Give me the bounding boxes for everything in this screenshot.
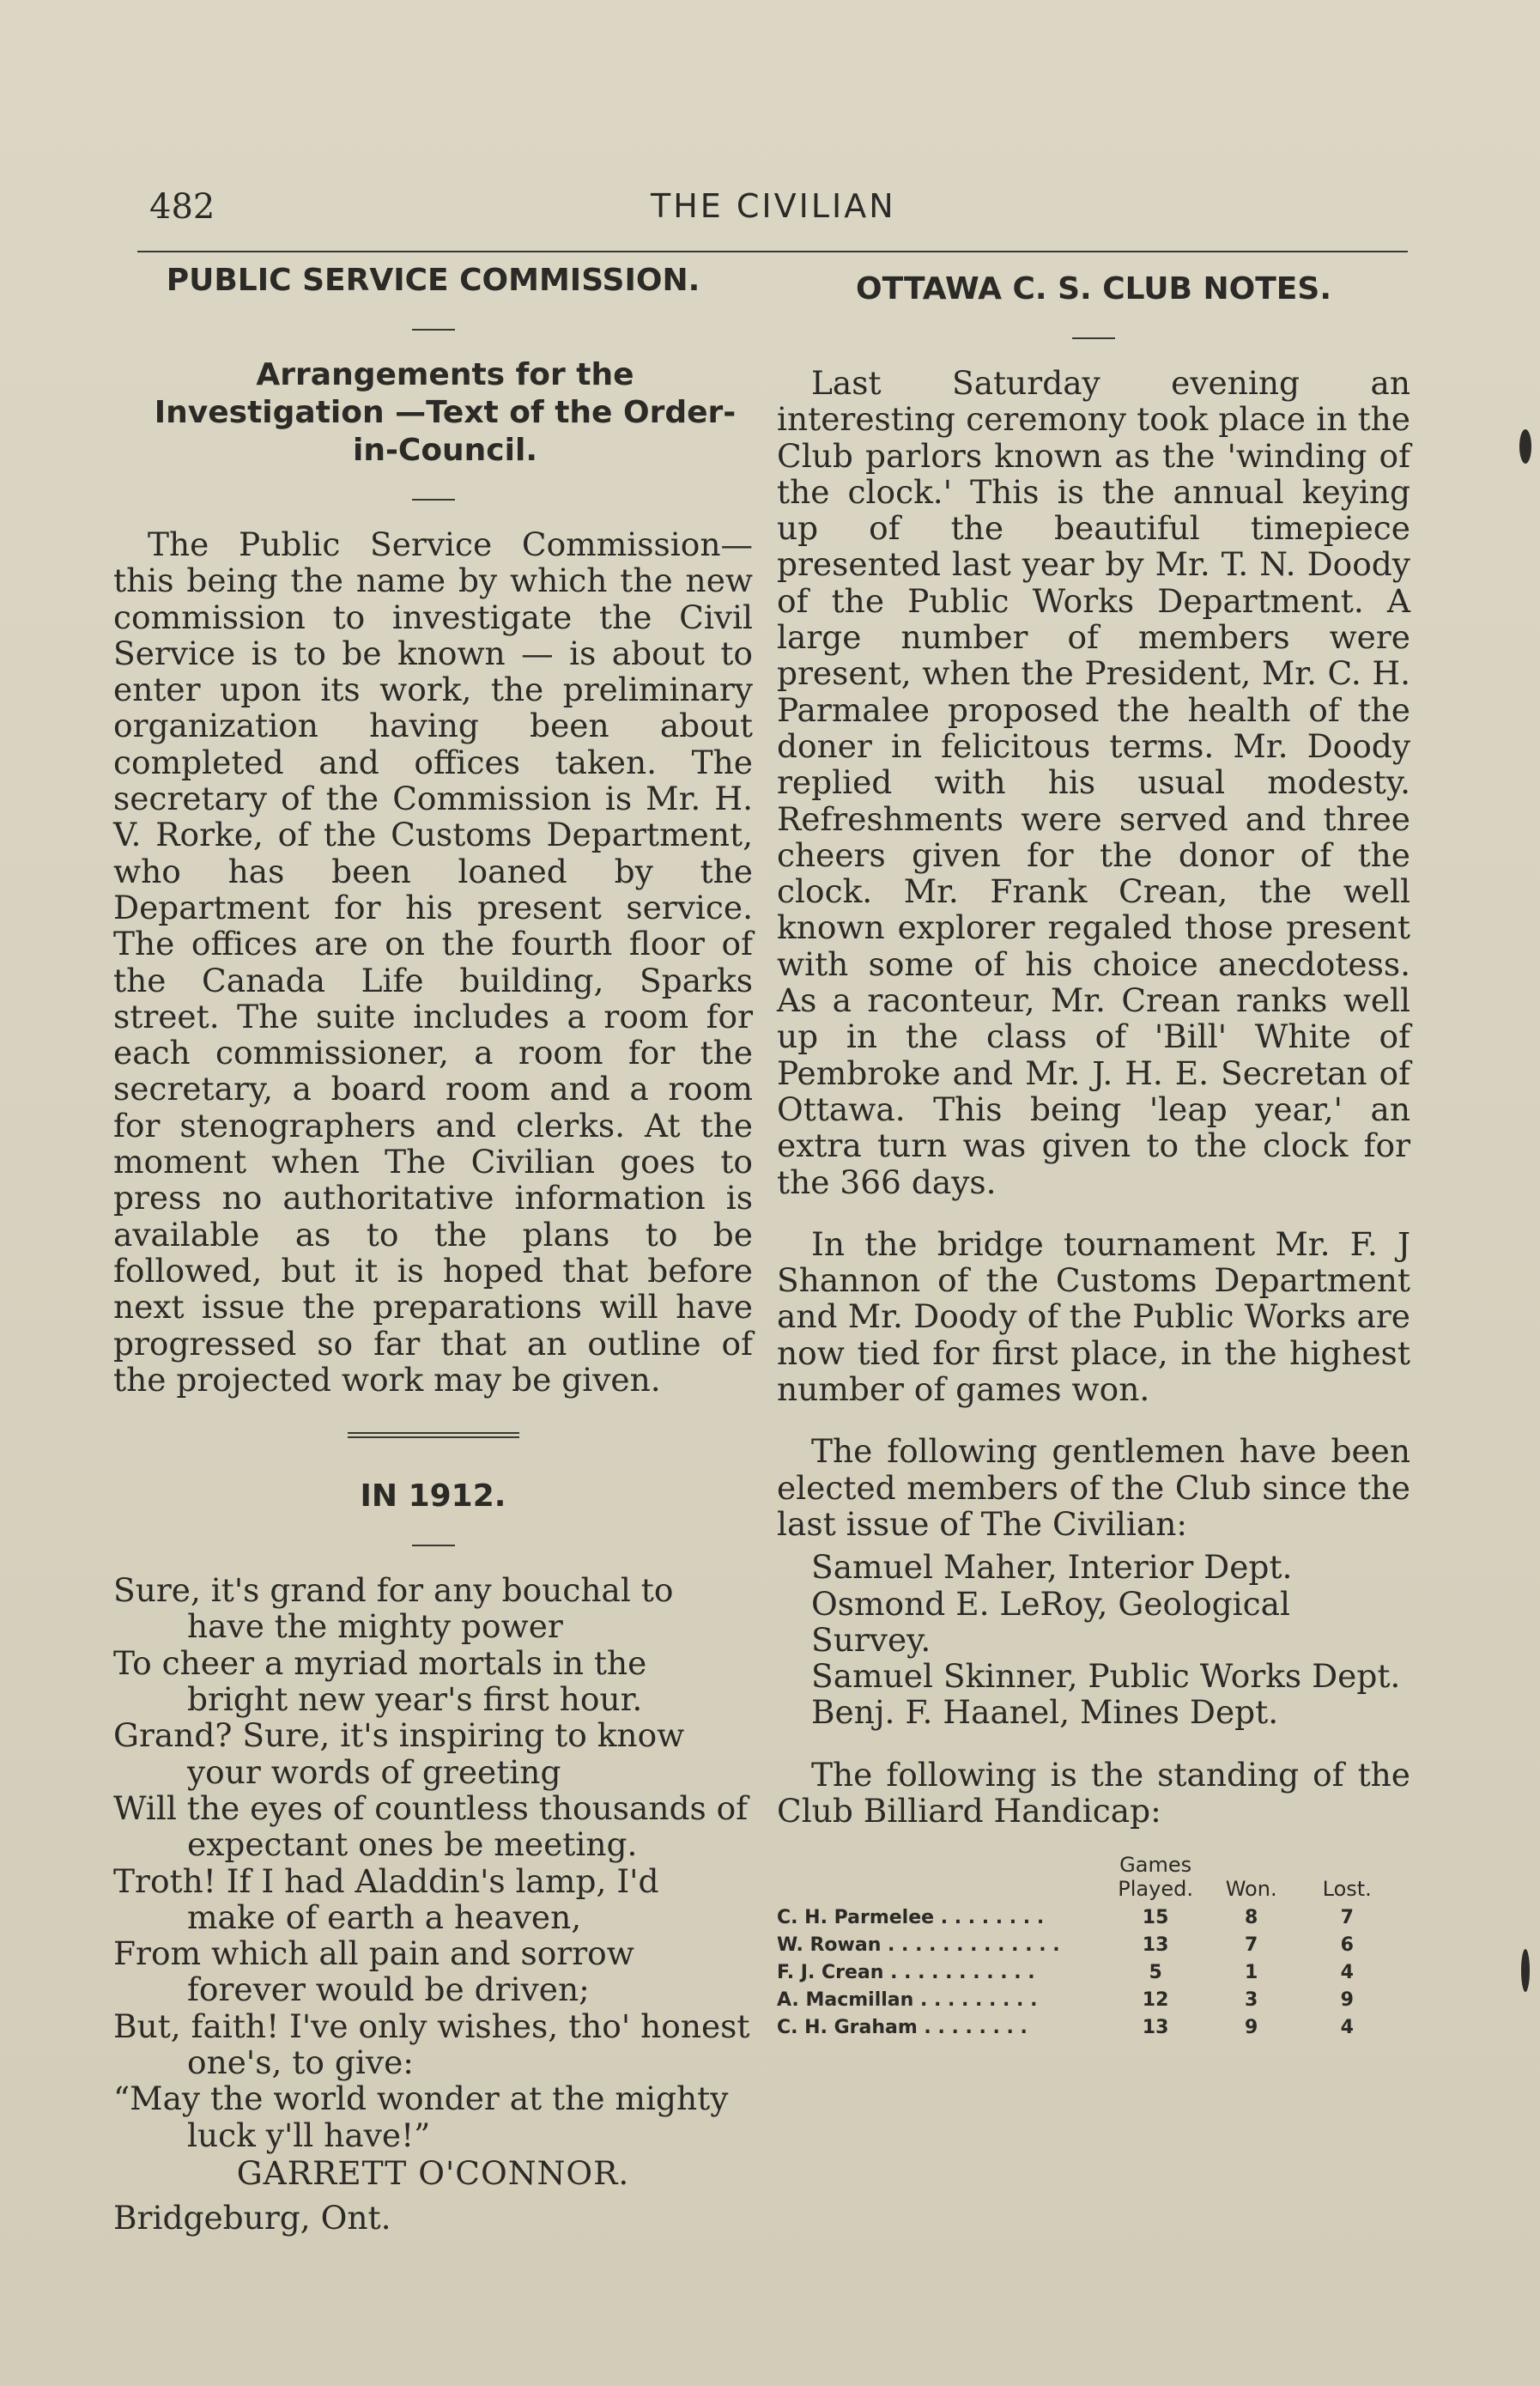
- table-row: [777, 1904, 1395, 1932]
- article-heading-commission: PUBLIC SERVICE COMMISSION.: [166, 263, 700, 298]
- poem-title: IN 1912.: [360, 1478, 506, 1515]
- article-subheading: Arrangements for the Investigation —Text of the Order-in-Council.: [154, 357, 737, 468]
- player-name: W. Rowan . . . . . . . . . . . . .: [777, 1934, 1060, 1957]
- table-header-name: [777, 1853, 1107, 1904]
- table-header-lost: Lost.: [1322, 1877, 1372, 1902]
- poem-line: From which all pain and sorrow forever would be driven;: [113, 1934, 634, 2009]
- games-won: 7: [1245, 1934, 1258, 1957]
- paper-edge-mark: [1519, 429, 1531, 464]
- member-item: Osmond E. LeRoy, Geological Survey.: [811, 1584, 1291, 1659]
- games-played: 15: [1142, 1907, 1169, 1929]
- games-lost: 7: [1340, 1907, 1354, 1929]
- games-won: 3: [1245, 1989, 1258, 2012]
- club-paragraph-clock: Last Saturday evening an interesting ceremony took place in the Club parlors known as the 'winding of the clock.' This is the annual keying up of the beautiful timepiece presented last year by Mr. T. N. Doody of the Public Works Department. A large number of members were present, when the President, Mr. C. H. Parmalee proposed the health of the doner in felicitous terms. Mr. Doody replied with his usual modesty. Refreshments were served and three cheers given for the donor of the clock. Mr. Frank Crean, the well known explorer regaled those present with some of his choice anecdotess. As a raconteur, Mr. Crean ranks well up in the class of 'Bill' White of Pembroke and Mr. J. H. E. Secretan of Ottawa. This being 'leap year,' an extra turn was given to the clock for the 366 days.: [777, 364, 1410, 1201]
- dash-divider: [412, 499, 455, 501]
- poem: [113, 1572, 753, 2153]
- header-rule: [137, 251, 1408, 252]
- games-won: 9: [1245, 2017, 1258, 2039]
- games-lost: 6: [1340, 1934, 1354, 1957]
- billiard-standings-table: [777, 1853, 1395, 2042]
- article-heading-club-notes: OTTAWA C. S. CLUB NOTES.: [855, 271, 1331, 307]
- games-lost: 9: [1340, 1989, 1354, 2012]
- new-members-list: [777, 1549, 1410, 1730]
- member-item: Samuel Maher, Interior Dept.: [811, 1548, 1293, 1587]
- table-header-won: Won.: [1225, 1877, 1277, 1902]
- player-name: C. H. Graham . . . . . . . .: [777, 2017, 1028, 2039]
- poem-place: Bridgeburg, Ont.: [113, 2199, 391, 2237]
- games-played: 13: [1142, 2017, 1169, 2039]
- player-name: C. H. Parmelee . . . . . . . .: [777, 1907, 1045, 1929]
- games-lost: 4: [1340, 1962, 1354, 1984]
- games-won: 1: [1245, 1962, 1258, 1984]
- poem-line: “May the world wonder at the mighty luck y'll have!”: [113, 2079, 729, 2154]
- double-rule-divider: [348, 1432, 519, 1438]
- poem-line: Will the eyes of countless thousands of expectant ones be meeting.: [113, 1788, 749, 1864]
- club-paragraph-billiards: The following is the standing of the Club Billiard Handicap:: [777, 1755, 1410, 1830]
- table-header-row: [777, 1853, 1395, 1904]
- left-column: [113, 262, 753, 2236]
- club-paragraph-bridge: In the bridge tournament Mr. F. J Shannon of the Customs Department and Mr. Doody of the Public Works are now tied for first place, in the highest number of games won.: [777, 1224, 1410, 1409]
- games-lost: 4: [1340, 2017, 1354, 2039]
- poem-line: Troth! If I had Aladdin's lamp, I'd make of earth a heaven,: [113, 1861, 659, 1936]
- dash-divider: [1072, 337, 1115, 339]
- player-name: F. J. Crean . . . . . . . . . . .: [777, 1962, 1035, 1984]
- club-paragraph-members: The following gentlemen have been elected members of the Club since the last issue of The Civilian:: [777, 1432, 1410, 1543]
- games-won: 8: [1245, 1907, 1258, 1929]
- running-title: THE CIVILIAN: [651, 187, 896, 225]
- member-item: Samuel Skinner, Public Works Dept.: [811, 1657, 1401, 1696]
- table-header-played: Games Played.: [1118, 1853, 1193, 1902]
- dash-divider: [412, 329, 455, 331]
- poem-line: Sure, it's grand for any bouchal to have the mighty power: [113, 1571, 674, 1646]
- right-column: [777, 270, 1410, 2042]
- page-number: 482: [149, 187, 215, 227]
- member-item: Benj. F. Haanel, Mines Dept.: [811, 1693, 1279, 1732]
- player-name: A. Macmillan . . . . . . . . .: [777, 1989, 1038, 2012]
- games-played: 5: [1149, 1962, 1162, 1984]
- table-row: [777, 1959, 1395, 1987]
- commission-paragraph: The Public Service Commission— this being the name by which the new commission to investigate the Civil Service is to be known — is about to enter upon its work, the preliminary organization having been about completed and offices taken. The secretary of the Commission is Mr. H. V. Rorke, of the Customs Department, who has been loaned by the Department for his present service. The offices are on the fourth floor of the Canada Life building, Sparks street. The suite includes a room for each commissioner, a room for the secretary, a board room and a room for stenographers and clerks. At the moment when The Civilian goes to press no authoritative information is available as to the plans to be followed, but it is hoped that before next issue the preparations will have progressed so far that an outline of the projected work may be given.: [113, 525, 753, 1399]
- poem-line: To cheer a myriad mortals in the bright new year's first hour.: [113, 1643, 647, 1719]
- games-played: 12: [1142, 1989, 1169, 2012]
- table-row: [777, 2014, 1395, 2042]
- poem-line: But, faith! I've only wishes, tho' honest one's, to give:: [113, 2007, 750, 2081]
- page-header: [144, 180, 1415, 240]
- table-row: [777, 1987, 1395, 2014]
- paper-edge-mark: [1521, 1949, 1530, 1992]
- dash-divider: [412, 1545, 455, 1546]
- poem-line: Grand? Sure, it's inspiring to know your words of greeting: [113, 1716, 685, 1791]
- poem-signature: GARRETT O'CONNOR.: [236, 2153, 630, 2192]
- table-row: [777, 1932, 1395, 1959]
- games-played: 13: [1142, 1934, 1169, 1957]
